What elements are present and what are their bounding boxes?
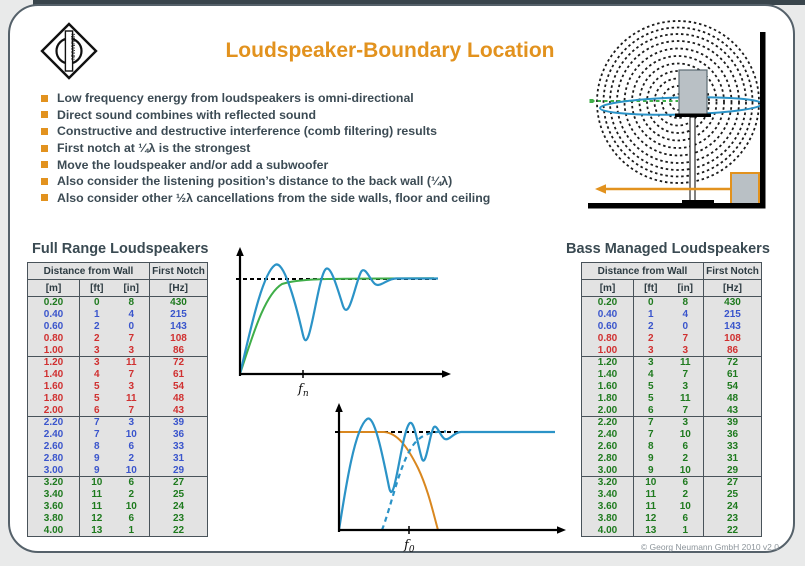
cell-hz: 54: [726, 380, 739, 392]
cell-ft: 7: [93, 429, 100, 441]
cell-in: 11: [114, 392, 150, 404]
cell-in: 2: [668, 489, 704, 501]
bullet-square-icon: [41, 194, 48, 201]
cell-m: 0.80: [582, 332, 634, 344]
table-row: [582, 441, 762, 453]
cell-m: 2.60: [28, 441, 80, 453]
arrowhead-left-icon: [595, 184, 606, 194]
cell-ft: 9: [93, 464, 100, 476]
cell-hz: 24: [726, 500, 739, 512]
cell-hz: 23: [726, 512, 739, 524]
cell-in: 7: [114, 404, 150, 416]
boundary-diagram: [588, 9, 800, 219]
table-row: [582, 344, 762, 356]
cell-in: 1: [668, 524, 704, 536]
distance-line-endpoint: [590, 99, 594, 103]
cell-hz: 25: [172, 489, 185, 501]
unit-hz-header: [Hz]: [150, 280, 208, 297]
bullet-item: [41, 156, 561, 173]
fn-label: $f_n$: [298, 382, 309, 398]
cell-ft: 4: [93, 369, 100, 381]
cell-m: 0.20: [28, 297, 80, 309]
unit-in-header: [in]: [114, 280, 150, 297]
cell-in: 10: [668, 464, 704, 476]
table-row: [582, 476, 762, 488]
cell-ft: 3: [647, 344, 654, 356]
cell-ft: 4: [647, 369, 654, 381]
cell-in: 3: [668, 344, 704, 356]
cell-hz: 86: [172, 344, 185, 356]
bullet-item: [41, 90, 561, 107]
cell-in: 3: [668, 416, 704, 428]
cell-in: 2: [114, 452, 150, 464]
cell-hz: 43: [172, 404, 185, 416]
cell-m: 1.20: [28, 356, 80, 368]
cell-in: 7: [668, 369, 704, 381]
cell-hz: 22: [172, 524, 185, 536]
cell-m: 3.00: [582, 464, 634, 476]
cell-m: 2.80: [28, 452, 80, 464]
cell-ft: 13: [91, 524, 103, 536]
floor: [588, 203, 766, 209]
subwoofer-icon: [731, 173, 759, 205]
table-row: [582, 392, 762, 404]
cell-in: 10: [114, 501, 150, 513]
full-range-response-chart: [234, 240, 464, 398]
cell-ft: 9: [647, 464, 654, 476]
cell-hz: 29: [726, 464, 739, 476]
cell-m: 1.20: [582, 356, 634, 368]
table-row: [28, 416, 208, 428]
cell-in: 10: [668, 429, 704, 441]
cell-m: 1.80: [28, 392, 80, 404]
bass-managed-title: Bass Managed Loudspeakers: [566, 241, 770, 257]
cell-in: 4: [668, 309, 704, 321]
speaker-shelf: [675, 114, 711, 118]
cell-ft: 8: [647, 440, 654, 452]
cell-m: 3.60: [28, 501, 80, 513]
cell-hz: 39: [150, 416, 208, 428]
cell-in: 6: [114, 512, 150, 524]
cell-hz: 143: [724, 320, 741, 332]
first-notch-header: First Notch: [704, 263, 762, 280]
table-row: [582, 452, 762, 464]
comb-filtered-curve: [240, 264, 438, 374]
table-row: [28, 297, 208, 309]
table-row: [28, 452, 208, 464]
bullet-square-icon: [41, 95, 48, 102]
cell-in: 3: [114, 381, 150, 393]
x-axis-arrow-icon: [442, 370, 451, 378]
table-row: [28, 381, 208, 393]
table-row: [582, 501, 762, 513]
cell-in: 2: [114, 489, 150, 501]
table-row: [582, 429, 762, 441]
cell-ft: 11: [91, 500, 103, 512]
cell-m: 2.20: [28, 416, 80, 428]
bullet-square-icon: [41, 128, 48, 135]
cell-hz: 86: [726, 344, 739, 356]
cell-m: 3.80: [582, 512, 634, 524]
table-row: [582, 356, 762, 368]
cell-hz: 23: [172, 512, 185, 524]
bullet-item: [41, 173, 561, 190]
cell-m: 0.20: [582, 297, 634, 309]
table-row: [582, 309, 762, 321]
cell-m: 3.80: [28, 512, 80, 524]
cell-hz: 22: [726, 524, 739, 536]
cell-hz: 33: [172, 440, 185, 452]
table-row: [28, 512, 208, 524]
cell-ft: 10: [80, 476, 114, 488]
cell-hz: 48: [172, 392, 185, 404]
cell-in: 7: [114, 369, 150, 381]
table-row: [582, 416, 762, 428]
cell-in: 1: [114, 524, 150, 536]
cell-m: 3.40: [582, 489, 634, 501]
cell-ft: 3: [634, 356, 668, 368]
bass-managed-response-chart: [322, 400, 580, 555]
bullet-text: Also consider the listening position’s distance to the back wall (¼λ): [57, 174, 453, 189]
table-row: [28, 489, 208, 501]
cell-hz: 215: [724, 309, 741, 321]
page-title: Loudspeaker-Boundary Location: [225, 39, 555, 62]
table-row: [28, 356, 208, 368]
neumann-logo-icon: [38, 20, 100, 82]
table-row: [582, 381, 762, 393]
cell-m: 2.00: [28, 404, 80, 416]
comb-filtered-curve: [339, 418, 555, 530]
full-range-title: Full Range Loudspeakers: [32, 241, 209, 257]
cell-ft: 13: [645, 524, 657, 536]
cell-in: 6: [114, 476, 150, 488]
cell-hz: 72: [704, 356, 762, 368]
cell-m: 1.80: [582, 392, 634, 404]
cell-m: 0.60: [582, 321, 634, 333]
cell-m: 2.60: [582, 441, 634, 453]
cell-hz: 39: [704, 416, 762, 428]
cell-hz: 29: [172, 464, 185, 476]
table-row: [28, 369, 208, 381]
cell-ft: 2: [647, 332, 654, 344]
cell-ft: 3: [80, 356, 114, 368]
unit-in-header: [in]: [668, 280, 704, 297]
cell-ft: 6: [93, 404, 100, 416]
unit-ft-header: [ft]: [634, 280, 668, 297]
cell-hz: 215: [170, 309, 187, 321]
y-axis-arrow-icon: [335, 403, 343, 412]
cell-ft: 7: [80, 416, 114, 428]
satellite-highpass-curve: [382, 432, 446, 531]
cell-in: 6: [668, 441, 704, 453]
bullet-square-icon: [41, 111, 48, 118]
cell-in: 10: [114, 464, 150, 476]
bullet-text: Low frequency energy from loudspeakers is omni-directional: [57, 91, 414, 106]
cell-hz: 108: [170, 332, 187, 344]
cell-hz: 31: [172, 452, 185, 464]
cell-ft: 0: [647, 297, 654, 309]
cell-ft: 2: [93, 332, 100, 344]
cell-m: 3.40: [28, 489, 80, 501]
cell-hz: 24: [172, 500, 185, 512]
cell-m: 0.60: [28, 321, 80, 333]
table-row: [28, 476, 208, 488]
ideal-response-curve: [240, 278, 434, 374]
bullet-item: [41, 140, 561, 157]
unit-m-header: [m]: [28, 280, 80, 297]
slide: [8, 4, 795, 553]
cell-in: 8: [668, 297, 704, 309]
cell-m: 2.20: [582, 416, 634, 428]
cell-m: 2.00: [582, 404, 634, 416]
cell-m: 0.40: [582, 309, 634, 321]
cell-m: 3.20: [28, 476, 80, 488]
table-row: [582, 512, 762, 524]
cell-in: 7: [668, 404, 704, 416]
table-row: [28, 344, 208, 356]
cell-in: 0: [114, 321, 150, 333]
table-row: [582, 464, 762, 476]
cell-in: 11: [668, 356, 704, 368]
table-row: [582, 489, 762, 501]
cell-ft: 11: [645, 500, 657, 512]
cell-ft: 12: [91, 512, 103, 524]
table-row: [28, 501, 208, 513]
cell-in: 10: [668, 501, 704, 513]
cell-m: 2.40: [582, 429, 634, 441]
cell-in: 0: [668, 321, 704, 333]
table-row: [28, 524, 208, 536]
cell-m: 2.40: [28, 429, 80, 441]
bullet-square-icon: [41, 178, 48, 185]
cell-hz: 143: [170, 320, 187, 332]
f0-label: $f_0$: [404, 538, 415, 555]
bullet-text: First notch at ¼λ is the strongest: [57, 141, 251, 156]
cell-ft: 7: [634, 416, 668, 428]
table-row: [582, 524, 762, 536]
cell-m: 1.00: [28, 344, 80, 356]
cell-in: 11: [114, 356, 150, 368]
cell-m: 4.00: [28, 524, 80, 536]
table-row: [28, 321, 208, 333]
cell-m: 0.40: [28, 309, 80, 321]
cell-ft: 10: [634, 476, 668, 488]
cell-m: 1.00: [582, 344, 634, 356]
table-row: [28, 332, 208, 344]
cell-ft: 7: [647, 429, 654, 441]
bullet-item: [41, 190, 561, 207]
loudspeaker-icon: [679, 70, 707, 115]
cell-in: 6: [668, 512, 704, 524]
bullet-text: Direct sound combines with reflected sound: [57, 107, 316, 122]
cell-in: 8: [114, 297, 150, 309]
cell-in: 6: [114, 441, 150, 453]
cell-m: 1.40: [28, 369, 80, 381]
unit-m-header: [m]: [582, 280, 634, 297]
cell-in: 3: [114, 344, 150, 356]
cell-ft: 6: [647, 404, 654, 416]
x-axis-arrow-icon: [557, 526, 566, 534]
bullet-list: [41, 90, 561, 206]
cell-m: 4.00: [582, 524, 634, 536]
cell-in: 3: [668, 381, 704, 393]
cell-ft: 9: [93, 452, 100, 464]
cell-ft: 5: [93, 392, 100, 404]
table-row: [28, 464, 208, 476]
cell-ft: 2: [647, 320, 654, 332]
cell-hz: 61: [172, 369, 185, 381]
cell-m: 3.00: [28, 464, 80, 476]
cell-ft: 0: [93, 297, 100, 309]
cell-hz: 36: [172, 429, 185, 441]
table-row: [582, 332, 762, 344]
cell-ft: 1: [647, 309, 654, 321]
cell-ft: 8: [93, 440, 100, 452]
bullet-square-icon: [41, 145, 48, 152]
cell-m: 3.20: [582, 476, 634, 488]
cell-hz: 25: [726, 489, 739, 501]
table-row: [28, 392, 208, 404]
cell-m: 3.60: [582, 501, 634, 513]
table-row: [582, 297, 762, 309]
bullet-text: Constructive and destructive interference (comb filtering) results: [57, 124, 437, 139]
table-row: [28, 429, 208, 441]
bullet-item: [41, 107, 561, 124]
cell-ft: 12: [645, 512, 657, 524]
cell-ft: 11: [91, 489, 103, 501]
distance-from-wall-header: Distance from Wall: [28, 263, 150, 280]
cell-ft: 5: [93, 380, 100, 392]
cell-hz: 108: [724, 332, 741, 344]
table-row: [28, 404, 208, 416]
cell-hz: 430: [170, 297, 187, 309]
cell-ft: 5: [647, 392, 654, 404]
cell-hz: 27: [150, 476, 208, 488]
unit-hz-header: [Hz]: [704, 280, 762, 297]
table-row: [582, 321, 762, 333]
cell-hz: 43: [726, 404, 739, 416]
cell-ft: 11: [645, 489, 657, 501]
cell-m: 1.40: [582, 369, 634, 381]
cell-in: 4: [114, 309, 150, 321]
cell-in: 10: [114, 429, 150, 441]
distance-from-wall-header: Distance from Wall: [582, 263, 704, 280]
stand-base: [682, 200, 714, 204]
cell-in: 6: [668, 476, 704, 488]
cell-m: 1.60: [28, 381, 80, 393]
bullet-text: Move the loudspeaker and/or add a subwoofer: [57, 157, 329, 172]
table-row: [582, 369, 762, 381]
logo-text: NEUMANN: [69, 33, 76, 60]
cell-m: 1.60: [582, 381, 634, 393]
cell-in: 7: [668, 332, 704, 344]
cell-hz: 27: [704, 476, 762, 488]
cell-in: 2: [668, 452, 704, 464]
first-notch-header: First Notch: [150, 263, 208, 280]
copyright-text: © Georg Neumann GmbH 2010 v2.0: [640, 542, 779, 552]
cell-hz: 61: [726, 369, 739, 381]
bullet-item: [41, 123, 561, 140]
cell-ft: 3: [93, 344, 100, 356]
cell-ft: 1: [93, 309, 100, 321]
cell-ft: 5: [647, 380, 654, 392]
bullet-text: Also consider other ½λ cancellations from the side walls, floor and ceiling: [57, 190, 491, 205]
cell-ft: 2: [93, 320, 100, 332]
cell-m: 0.80: [28, 332, 80, 344]
cell-hz: 72: [150, 356, 208, 368]
cell-hz: 48: [726, 392, 739, 404]
cell-hz: 33: [726, 440, 739, 452]
full-range-table: [27, 262, 208, 537]
bass-managed-table: [581, 262, 762, 537]
cell-hz: 430: [724, 297, 741, 309]
cell-ft: 9: [647, 452, 654, 464]
cell-in: 7: [114, 332, 150, 344]
unit-ft-header: [ft]: [80, 280, 114, 297]
cell-in: 3: [114, 416, 150, 428]
cell-hz: 36: [726, 429, 739, 441]
cell-in: 11: [668, 392, 704, 404]
table-row: [28, 441, 208, 453]
wall: [760, 32, 766, 207]
y-axis-arrow-icon: [236, 247, 244, 256]
bullet-square-icon: [41, 161, 48, 168]
cell-m: 2.80: [582, 452, 634, 464]
table-row: [582, 404, 762, 416]
cell-hz: 31: [726, 452, 739, 464]
cell-hz: 54: [172, 380, 185, 392]
table-row: [28, 309, 208, 321]
